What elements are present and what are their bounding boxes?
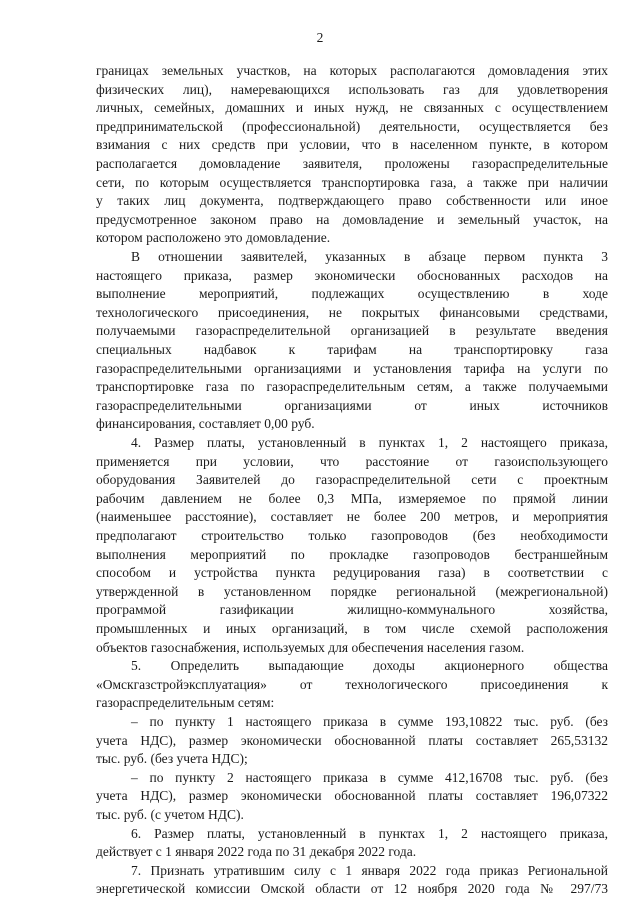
- text-line: газораспределительными организациями и установления тарифа на услуги по: [96, 360, 608, 376]
- text-line: у таких лиц документа, подтверждающего право собственности или иное: [96, 193, 608, 209]
- text-line: технологического присоединения, не покрытых финансовыми средствами,: [96, 304, 608, 320]
- text-line: выполнение мероприятий, подлежащих осуществлению в ходе: [96, 286, 608, 302]
- text-line: получаемыми газораспределительной организацией в результате введения: [96, 323, 608, 339]
- text-line: утвержденной в установленном порядке региональной (межрегиональной): [96, 583, 608, 599]
- text-line: предпринимательской (профессиональной) деятельности, осуществляется без: [96, 118, 608, 134]
- text-line: программой газификации жилищно-коммунального хозяйства,: [96, 602, 608, 618]
- text-line: В отношении заявителей, указанных в абзаце первом пункта 3: [131, 249, 608, 264]
- text-line: предусмотренное законом право на домовладение и земельный участок, на: [96, 211, 608, 227]
- text-line: (наименьшее расстояние), составляет не более 200 метров, и мероприятия: [96, 509, 608, 525]
- text-line: газораспределительным сетям:: [96, 695, 275, 711]
- text-line: 4. Размер платы, установленный в пунктах 1, 2 настоящего приказа,: [131, 435, 608, 450]
- text-line: оборудования Заявителей до газораспределительной сети с проектным: [96, 472, 608, 488]
- text-line: предполагают строительство только газопроводов (без необходимости: [96, 528, 608, 543]
- text-line: 5. Определить выпадающие доходы акционерного общества: [131, 658, 608, 674]
- text-line: выполнения мероприятий по прокладке газопроводов бестраншейным: [96, 546, 608, 562]
- text-line: 6. Размер платы, установленный в пунктах 1, 2 настоящего приказа,: [131, 825, 608, 841]
- text-line: «Омскгазстройэксплуатация» от технологического присоединения к: [96, 676, 608, 692]
- text-line: газораспределительными организациями от иных источников: [96, 397, 608, 413]
- text-line: тыс. руб. (с учетом НДС).: [96, 807, 244, 822]
- text-line: тыс. руб. (без учета НДС);: [96, 751, 248, 767]
- text-line: применяется при условии, что расстояние от газоиспользующего: [96, 453, 608, 469]
- text-line: объектов газоснабжения, используемых для обеспечения населения газом.: [96, 639, 525, 655]
- text-line: действует с 1 января 2022 года по 31 декабря 2022 года.: [96, 844, 417, 860]
- text-line: сети, по которым осуществляется транспортировка газа, а также при наличии: [96, 174, 608, 190]
- text-line: финансирования, составляет 0,00 руб.: [96, 416, 315, 432]
- text-line: физических лиц), намеревающихся использовать газ для удовлетворения: [96, 81, 608, 97]
- text-line: личных, семейных, домашних и иных нужд, не связанных с осуществлением: [96, 100, 608, 116]
- text-line: – по пункту 2 настоящего приказа в сумме 412,16708 тыс. руб. (без: [131, 769, 608, 785]
- text-line: настоящего приказа, размер экономически обоснованных расходов на: [96, 267, 608, 283]
- text-line: взимания с них средств при условии, что в населенном пункте, в котором: [96, 137, 608, 153]
- text-line: энергетической комиссии Омской области от 12 ноября 2020 года № 297/73: [96, 881, 608, 897]
- text-line: котором расположено это домовладение.: [96, 230, 331, 246]
- text-line: границах земельных участков, на которых располагаются домовладения этих: [96, 63, 608, 78]
- text-line: учета НДС), размер экономически обоснованной платы составляет 265,53132: [96, 732, 608, 748]
- text-line: располагается домовладение заявителя, проложены газораспределительные: [96, 156, 608, 171]
- text-line: рабочим давлением не более 0,3 МПа, измеряемое по прямой линии: [96, 490, 608, 506]
- text-line: промышленных и иных организаций, в том числе схемой расположения: [96, 621, 608, 636]
- text-line: специальных надбавок к тарифам на транспортировку газа: [96, 342, 608, 357]
- text-line: – по пункту 1 настоящего приказа в сумме 193,10822 тыс. руб. (без: [131, 714, 608, 729]
- text-line: способом и устройства пункта редуцирования газа) в соответствии с: [96, 565, 608, 581]
- text-line: учета НДС), размер экономически обоснованной платы составляет 196,07322: [96, 788, 608, 804]
- text-line: транспортировке газа по газораспределительным сетям, а также получаемыми: [96, 379, 608, 395]
- text-line: 7. Признать утратившим силу с 1 января 2022 года приказ Региональной: [131, 862, 608, 878]
- page-number: 2: [316, 30, 324, 45]
